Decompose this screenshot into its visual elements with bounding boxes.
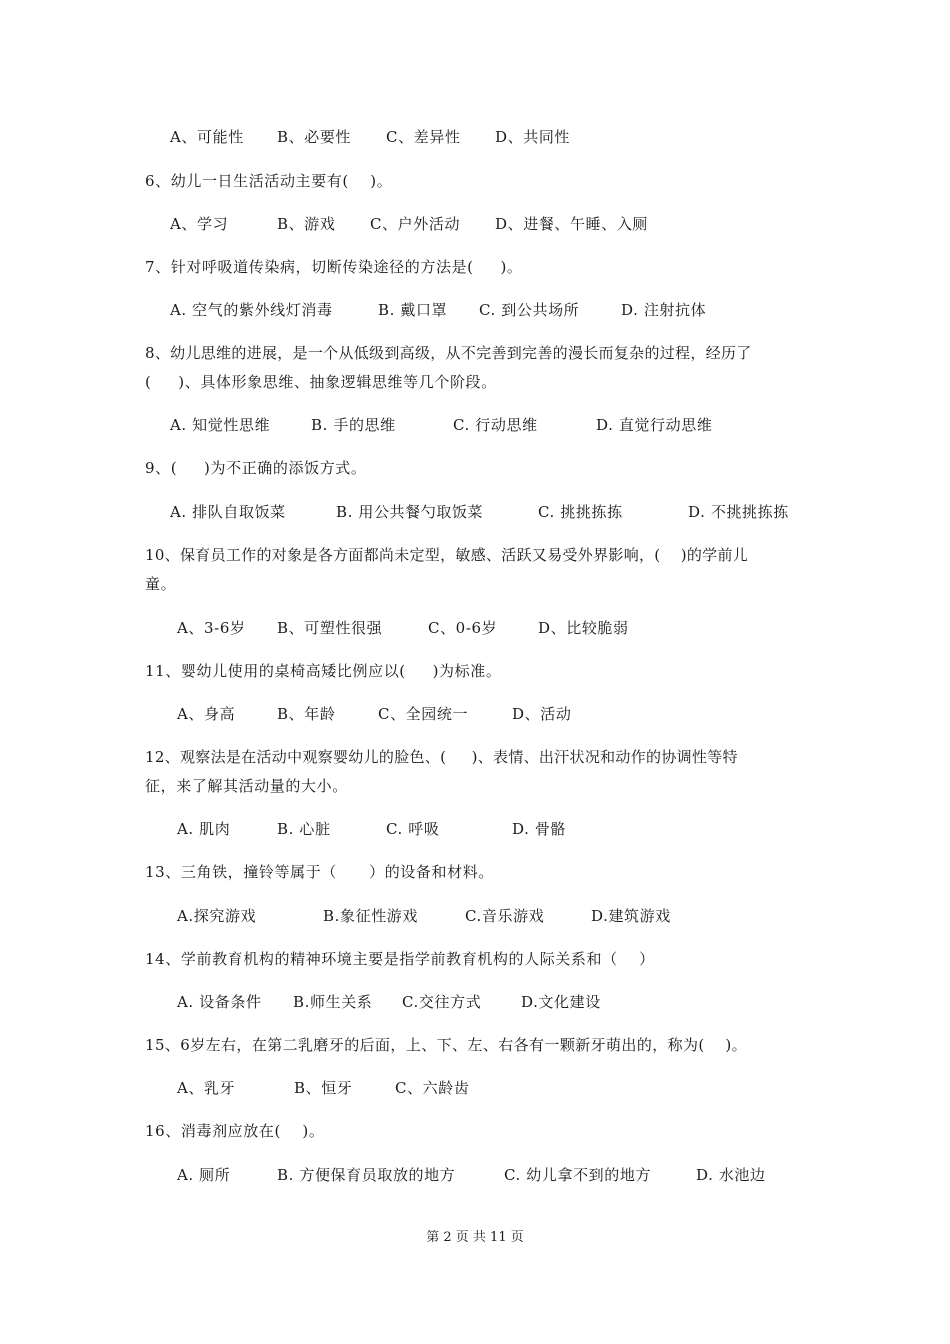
option-d: D、共同性 — [495, 128, 571, 146]
option-d: D、活动 — [512, 705, 572, 723]
question-10-line-1: 10、保育员工作的对象是各方面都尚未定型，敏感、活跃又易受外界影响，( )的学前儿 — [145, 546, 749, 564]
option-b: B. 用公共餐勺取饭菜 — [336, 503, 484, 521]
option-b: B. 心脏 — [277, 820, 331, 838]
option-b: B. 手的思维 — [311, 416, 396, 434]
option-c: C. 幼儿拿不到的地方 — [504, 1166, 652, 1184]
option-c: C. 行动思维 — [453, 416, 538, 434]
question-13: 13、三角铁，撞铃等属于（ ）的设备和材料。 — [145, 863, 494, 881]
option-b: B、必要性 — [277, 128, 352, 146]
option-a: A. 空气的紫外线灯消毒 — [170, 301, 333, 319]
question-6: 6、幼儿一日生活活动主要有( )。 — [145, 172, 393, 190]
option-a: A、身高 — [177, 705, 236, 723]
option-c: C、差异性 — [386, 128, 461, 146]
question-12-line-1: 12、观察法是在活动中观察婴幼儿的脸色、( )、表情、出汗状况和动作的协调性等特 — [145, 748, 738, 766]
option-a: A、乳牙 — [177, 1079, 236, 1097]
option-c: C、户外活动 — [370, 215, 461, 233]
option-d: D.文化建设 — [521, 993, 601, 1011]
question-8-line-2: ( )、具体形象思维、抽象逻辑思维等几个阶段。 — [145, 373, 497, 391]
option-b: B、游戏 — [277, 215, 336, 233]
question-7: 7、针对呼吸道传染病，切断传染途径的方法是( )。 — [145, 258, 523, 276]
question-8-line-1: 8、幼儿思维的进展，是一个从低级到高级，从不完善到完善的漫长而复杂的过程，经历了 — [145, 344, 752, 362]
option-c: C、全园统一 — [378, 705, 469, 723]
option-d: D、进餐、午睡、入厕 — [495, 215, 649, 233]
option-d: D. 注射抗体 — [621, 301, 707, 319]
option-b: B. 戴口罩 — [378, 301, 448, 319]
option-c: C.音乐游戏 — [465, 907, 545, 925]
option-a: A. 肌肉 — [177, 820, 231, 838]
question-15: 15、6岁左右，在第二乳磨牙的后面，上、下、左、右各有一颗新牙萌出的，称为( )。 — [145, 1036, 748, 1054]
option-b: B、可塑性很强 — [277, 619, 383, 637]
option-c: C、六龄齿 — [395, 1079, 470, 1097]
option-a: A、3-6岁 — [177, 619, 246, 637]
question-11: 11、婴幼儿使用的桌椅高矮比例应以( )为标准。 — [145, 662, 502, 680]
option-a: A. 厕所 — [177, 1166, 231, 1184]
option-d: D.建筑游戏 — [591, 907, 671, 925]
option-c: C. 呼吸 — [386, 820, 440, 838]
option-b: B. 方便保育员取放的地方 — [277, 1166, 456, 1184]
option-c: C. 挑挑拣拣 — [538, 503, 623, 521]
option-d: D. 直觉行动思维 — [596, 416, 713, 434]
option-a: A. 知觉性思维 — [170, 416, 271, 434]
option-d: D. 水池边 — [696, 1166, 766, 1184]
question-9: 9、( )为不正确的添饭方式。 — [145, 459, 367, 477]
option-c: C.交往方式 — [402, 993, 482, 1011]
option-d: D. 骨骼 — [512, 820, 567, 838]
question-10-line-2: 童。 — [145, 575, 177, 593]
option-d: D. 不挑挑拣拣 — [688, 503, 789, 521]
option-c: C、0-6岁 — [428, 619, 498, 637]
option-d: D、比较脆弱 — [538, 619, 629, 637]
option-a: A、学习 — [170, 215, 229, 233]
option-a: A. 设备条件 — [177, 993, 262, 1011]
option-c: C. 到公共场所 — [479, 301, 580, 319]
question-12-line-2: 征，来了解其活动量的大小。 — [145, 777, 348, 795]
option-a: A、可能性 — [170, 128, 244, 146]
page-number-footer: 第 2 页 共 11 页 — [426, 1230, 524, 1245]
option-b: B.象征性游戏 — [323, 907, 418, 925]
option-b: B、年龄 — [277, 705, 336, 723]
option-b: B.师生关系 — [293, 993, 373, 1011]
option-b: B、恒牙 — [294, 1079, 353, 1097]
option-a: A. 排队自取饭菜 — [170, 503, 286, 521]
option-a: A.探究游戏 — [177, 907, 257, 925]
question-14: 14、学前教育机构的精神环境主要是指学前教育机构的人际关系和（ ） — [145, 950, 655, 968]
question-16: 16、消毒剂应放在( )。 — [145, 1122, 325, 1140]
